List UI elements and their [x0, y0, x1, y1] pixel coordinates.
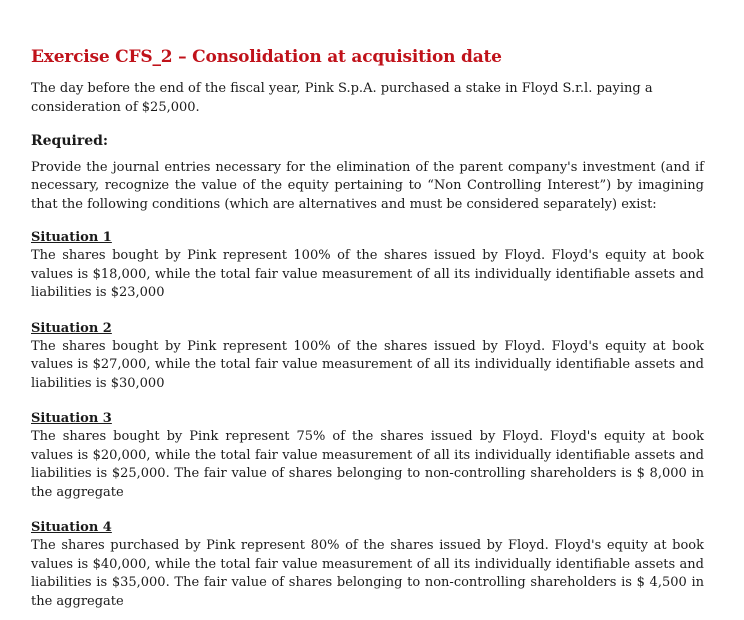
situation-text: The shares bought by Pink represent 100% of the shares issued by Floyd. Floyd's equity at book values is $18,000, while the total fair value measurement of all its individually identifiable assets and liabilities is $23,000 — [31, 248, 704, 300]
required-heading: Required: — [31, 133, 109, 149]
situation-1 — [31, 229, 704, 303]
instructions-paragraph: Provide the journal entries necessary for the elimination of the parent company's investment (and if necessary, recognize the value of the equity pertaining to “Non Controlling Interest”) by imagining that the following conditions (which are alternatives and must be considered separately) exist: — [31, 159, 704, 212]
situation-3 — [31, 410, 704, 502]
situation-heading: Situation 4 — [31, 520, 112, 535]
situation-4 — [31, 519, 704, 611]
situation-heading: Situation 2 — [31, 320, 112, 336]
situation-2 — [31, 320, 704, 394]
intro-paragraph: The day before the end of the fiscal year, Pink S.p.A. purchased a stake in Floyd S.r.l. paying a consideration of $25,000. — [31, 81, 653, 115]
situation-heading: Situation 3 — [31, 411, 112, 426]
situation-text: The shares bought by Pink represent 75% of the shares issued by Floyd. Floyd's equity at book values is $20,000, while the total fair value measurement of all its individually identifiable assets and liabilities is $25,000. The fair value of shares belonging to non-controlling shareholders is $ 8,000 in the aggregate — [31, 429, 704, 500]
situation-text: The shares bought by Pink represent 100% of the shares issued by Floyd. Floyd's equity at book values is $27,000, while the total fair value measurement of all its individually identifiable assets and liabilities is $30,000 — [31, 338, 704, 391]
situation-heading: Situation 1 — [31, 230, 112, 245]
situation-text: The shares purchased by Pink represent 80% of the shares issued by Floyd. Floyd's equity at book values is $40,000, while the total fair value measurement of all its individually identifiable assets and liabilities is $35,000. The fair value of shares belonging to non-controlling shareholders is $ 4,500 in the aggregate — [31, 538, 704, 609]
exercise-title: Exercise CFS_2 – Consolidation at acquisition date — [31, 47, 502, 67]
